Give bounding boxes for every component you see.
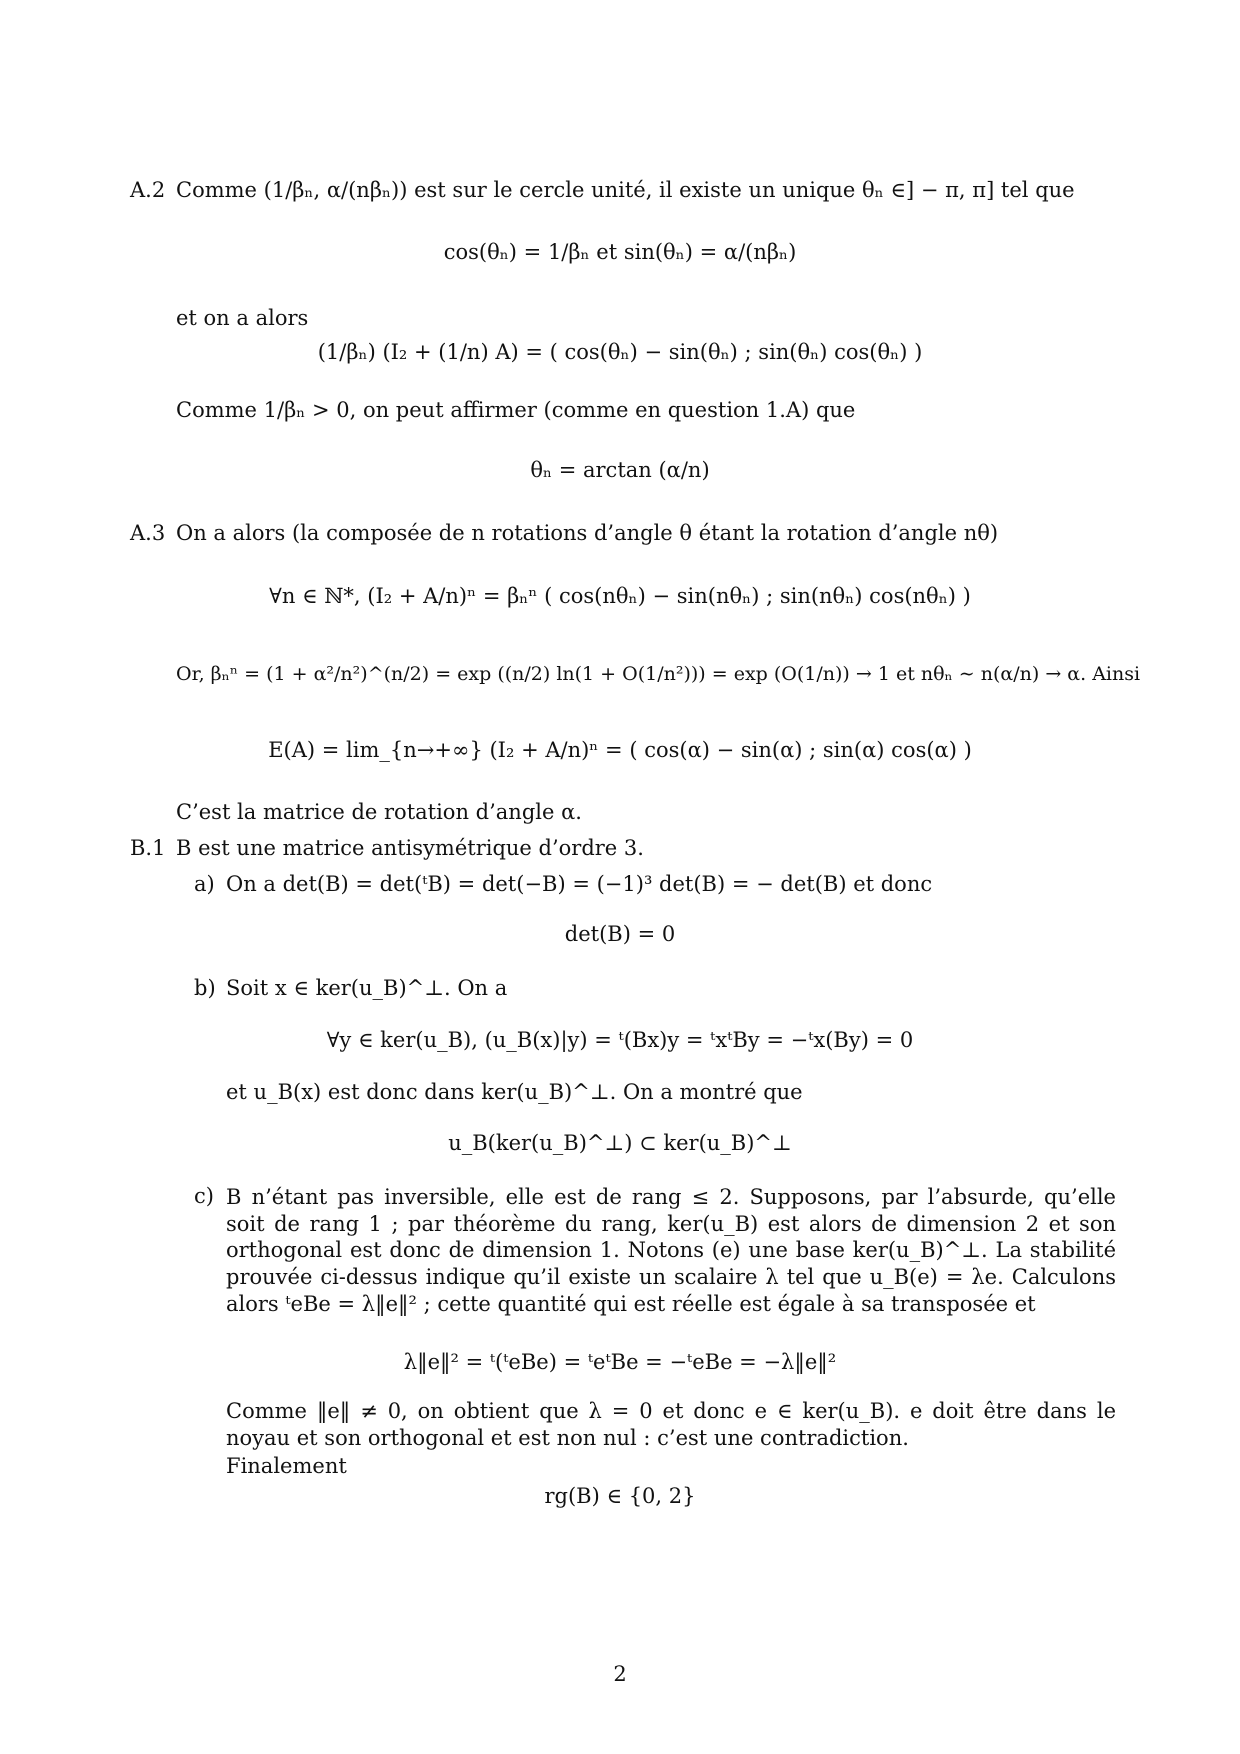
a2-text-comme: Comme 1/βₙ > 0, on peut affirmer (comme en question 1.A) que — [176, 398, 856, 422]
a2-equation-arctan: θₙ = arctan (α/n) — [530, 458, 710, 482]
part-b-text-result: et u_B(x) est donc dans ker(u_B)^⊥. On a montré que — [226, 1080, 803, 1104]
b1-intro-text: B est une matrice antisymétrique d’ordre 3. — [176, 836, 644, 860]
item-label-a3: A.3 — [130, 521, 166, 545]
a3-intro-text: On a alors (la composée de n rotations d’angle θ étant la rotation d’angle nθ) — [176, 521, 999, 545]
a2-equation-rotation-matrix: (1/βₙ) (I₂ + (1/n) A) = ( cos(θₙ) − sin(θₙ) ; sin(θₙ) cos(θₙ) ) — [317, 340, 923, 364]
item-label-a2: A.2 — [130, 178, 166, 202]
item-label-b1: B.1 — [130, 836, 166, 860]
a3-equation-power: ∀n ∈ ℕ*, (I₂ + A/n)ⁿ = βₙⁿ ( cos(nθₙ) − sin(nθₙ) ; sin(nθₙ) cos(nθₙ) ) — [269, 584, 971, 608]
part-a-equation-det: det(B) = 0 — [564, 922, 676, 946]
a2-equation-cos-sin: cos(θₙ) = 1/βₙ et sin(θₙ) = α/(nβₙ) — [443, 240, 797, 264]
a3-text-or-beta: Or, βₙⁿ = (1 + α²/n²)^(n/2) = exp ((n/2) ln(1 + O(1/n²))) = exp (O(1/n)) → 1 et nθₙ ∼ n(α/n) → α. Ainsi — [176, 663, 1141, 685]
page-number: 2 — [613, 1662, 627, 1686]
a2-intro-text: Comme (1/βₙ, α/(nβₙ)) est sur le cercle unité, il existe un unique θₙ ∈] − π, π] tel que — [176, 178, 1075, 202]
part-c-paragraph: B n’étant pas inversible, elle est de rang ≤ 2. Supposons, par l’absurde, qu’elle soit de rang 1 ; par théorème du rang, ker(u_B) est alors de dimension 2 et son orthogonal est donc de dimension 1. Notons (e) une base ker(u_B)^⊥. La stabilité prouvée ci-dessus indique qu’il existe un scalaire λ tel que u_B(e) = λe. Calculons alors ᵗeBe = λ‖e‖² ; cette quantité qui est réelle est égale à sa transposée et — [226, 1185, 1116, 1316]
part-c-equation-rank: rg(B) ∈ {0, 2} — [544, 1484, 696, 1508]
part-b-text: Soit x ∈ ker(u_B)^⊥. On a — [226, 976, 508, 1000]
part-b-equation-stability: u_B(ker(u_B)^⊥) ⊂ ker(u_B)^⊥ — [448, 1131, 792, 1155]
part-b-equation-orthogonal: ∀y ∈ ker(u_B), (u_B(x)|y) = ᵗ(Bx)y = ᵗxᵗBy = −ᵗx(By) = 0 — [326, 1028, 914, 1052]
part-a-text: On a det(B) = det(ᵗB) = det(−B) = (−1)³ det(B) = − det(B) et donc — [226, 872, 933, 896]
a3-equation-limit: E(A) = lim_{n→+∞} (I₂ + A/n)ⁿ = ( cos(α) − sin(α) ; sin(α) cos(α) ) — [268, 738, 972, 762]
part-c-equation-lambda: λ‖e‖² = ᵗ(ᵗeBe) = ᵗeᵗBe = −ᵗeBe = −λ‖e‖² — [403, 1350, 837, 1374]
part-label-a: a) — [194, 872, 215, 896]
part-c-paragraph-conclusion: Comme ‖e‖ ≠ 0, on obtient que λ = 0 et donc e ∈ ker(u_B). e doit être dans le noyau et son orthogonal et est non nul : c’est une contradiction. — [226, 1399, 1116, 1450]
a3-text-conclusion: C’est la matrice de rotation d’angle α. — [176, 800, 582, 824]
part-c-text-finalement: Finalement — [226, 1454, 347, 1478]
part-label-b: b) — [194, 976, 216, 1000]
part-label-c: c) — [194, 1184, 214, 1208]
a2-text-et-on-a-alors: et on a alors — [176, 306, 309, 330]
